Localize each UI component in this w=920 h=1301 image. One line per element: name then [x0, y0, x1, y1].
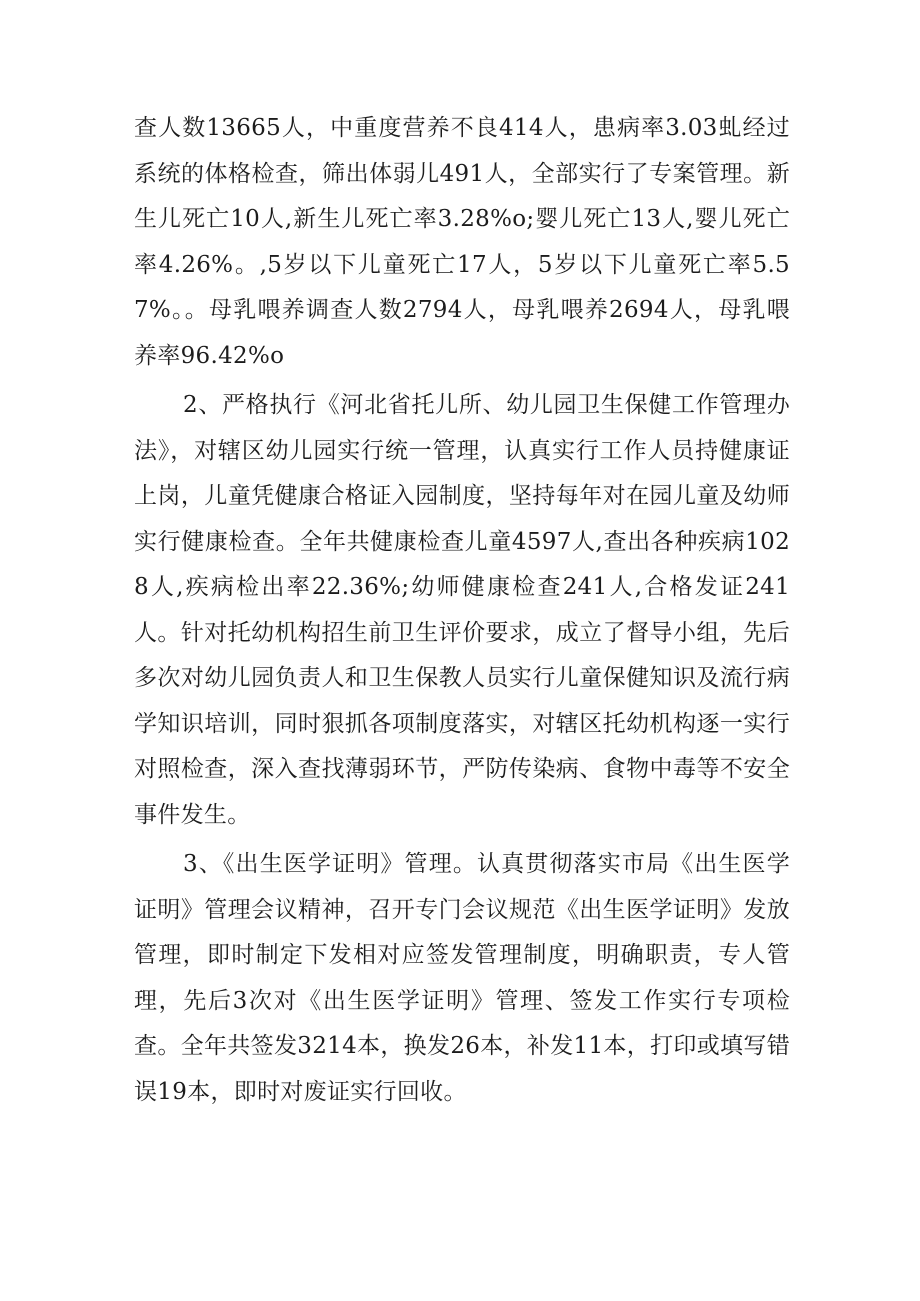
- paragraph-kindergarten-health-management: 2、严格执行《河北省托儿所、幼儿园卫生保健工作管理办法》，对辖区幼儿园实行统一管理，认真实行工作人员持健康证上岗，儿童凭健康合格证入园制度，坚持每年对在园儿童及幼师实行健康检查。全年共健康检查儿童4597人,查出各种疾病1028人,疾病检出率22.36%;幼师健康检查241人,合格发证241人。针对托幼机构招生前卫生评价要求，成立了督导小组，先后多次对幼儿园负责人和卫生保教人员实行儿童保健知识及流行病学知识培训，同时狠抓各项制度落实，对辖区托幼机构逐一实行对照检查，深入查找薄弱环节，严防传染病、食物中毒等不安全事件发生。: [134, 392, 790, 828]
- paragraph-birth-certificate-management: 3、《出生医学证明》管理。认真贯彻落实市局《出生医学证明》管理会议精神，召开专门会议规范《出生医学证明》发放管理，即时制定下发相对应签发管理制度，明确职责，专人管理，先后3次对《出生医学证明》管理、签发工作实行专项检查。全年共签发3214本，换发26本，补发11本，打印或填写错误19本，即时对废证实行回收。: [134, 851, 790, 1105]
- document-body: [134, 106, 790, 1115]
- paragraph-child-health-statistics: 查人数13665人，中重度营养不良414人，患病率3.03虬经过系统的体格检查，筛出体弱儿491人，全部实行了专案管理。新生儿死亡10人,新生儿死亡率3.28%o;婴儿死亡13人,婴儿死亡率4.26%。,5岁以下儿童死亡17人，5岁以下儿童死亡率5.57%。。母乳喂养调查人数2794人，母乳喂养2694人，母乳喂养率96.42%o: [134, 115, 790, 369]
